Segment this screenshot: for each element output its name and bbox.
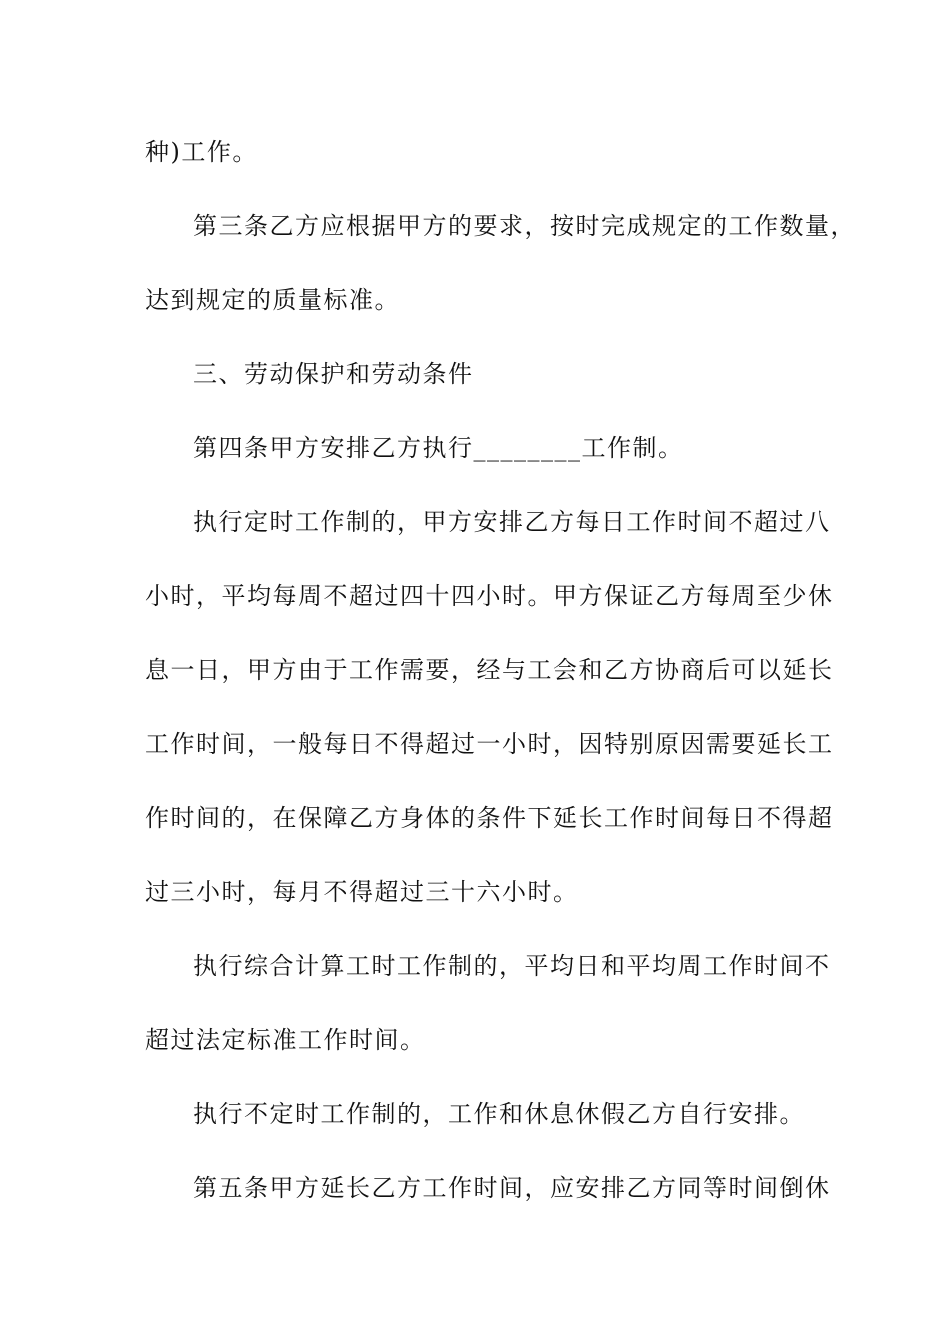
text-line: 执行综合计算工时工作制的，平均日和平均周工作时间不 (193, 952, 831, 980)
text-line: 超过法定标准工作时间。 (145, 1026, 426, 1054)
text-line: 息一日，甲方由于工作需要，经与工会和乙方协商后可以延长 (145, 656, 834, 684)
text-line: 作时间的，在保障乙方身体的条件下延长工作时间每日不得超 (145, 804, 834, 832)
text-line: 过三小时，每月不得超过三十六小时。 (145, 878, 579, 906)
text-line: 第四条甲方安排乙方执行________工作制。 (193, 434, 684, 462)
text-line: 执行定时工作制的，甲方安排乙方每日工作时间不超过八 (193, 508, 831, 536)
text-line: 种)工作。 (145, 138, 258, 166)
text-line: 小时，平均每周不超过四十四小时。甲方保证乙方每周至少休 (145, 582, 834, 610)
text-line: 执行不定时工作制的，工作和休息休假乙方自行安排。 (193, 1100, 805, 1128)
text-line: 第五条甲方延长乙方工作时间，应安排乙方同等时间倒休 (193, 1174, 831, 1202)
text-line: 第三条乙方应根据甲方的要求，按时完成规定的工作数量， (193, 212, 856, 240)
text-line: 达到规定的质量标准。 (145, 286, 400, 314)
text-line: 工作时间，一般每日不得超过一小时，因特别原因需要延长工 (145, 730, 834, 758)
section-heading: 三、劳动保护和劳动条件 (193, 360, 474, 388)
